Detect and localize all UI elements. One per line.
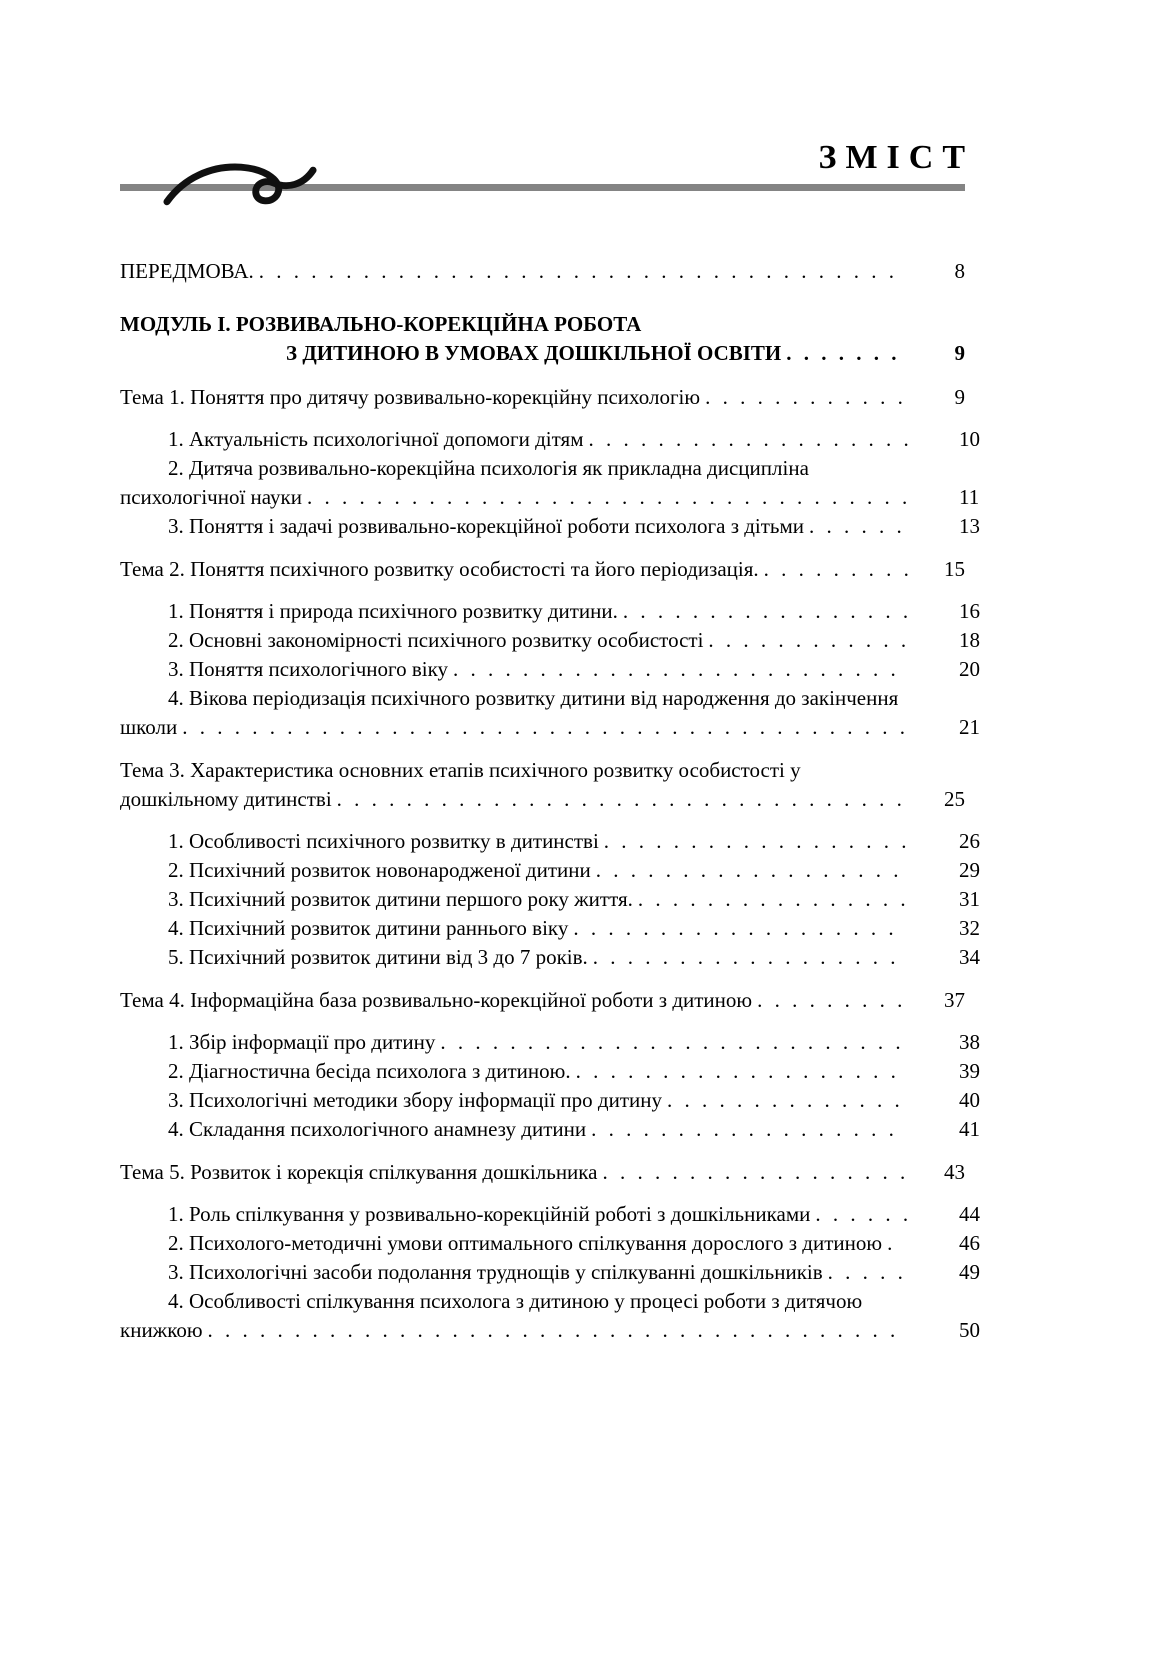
toc-entry bbox=[120, 1086, 980, 1115]
dot-leader: . . . . . . . . . . . . . . . . . . . . . . . . . . . . . . . . . . . bbox=[306, 485, 910, 509]
dot-leader: . . . . . . . . . . . . . . . . . bbox=[622, 599, 911, 623]
toc-entry-text: 4. Особливості спілкування психолога з дитиною у процесі роботи з дитячою книжкою bbox=[120, 1289, 863, 1342]
toc-entry-text: 2. Психічний розвиток новонародженої дитини bbox=[168, 858, 591, 882]
toc-entry-text: 3. Поняття психологічного віку bbox=[168, 657, 448, 681]
toc-entry bbox=[120, 827, 980, 856]
toc-entry bbox=[120, 555, 965, 584]
toc-entry-line bbox=[120, 339, 911, 368]
toc-page-number: 39 bbox=[959, 1059, 980, 1083]
dot-leader: . . . . . . . . . . . . . . . . . . bbox=[602, 1160, 908, 1184]
toc-page-number: 11 bbox=[959, 485, 980, 509]
toc-page-number: 9 bbox=[954, 385, 965, 409]
toc-entry bbox=[120, 1028, 980, 1057]
toc-entries bbox=[120, 257, 980, 1345]
toc-entry bbox=[120, 454, 980, 512]
toc-page-number: 41 bbox=[959, 1117, 980, 1141]
toc-page-number: 44 bbox=[959, 1202, 980, 1226]
dot-leader: . . . . . . . . . . . . . . . . . . . . . . . . . . . . . . . . . . . . . bbox=[258, 259, 897, 283]
toc-page-number: 9 bbox=[954, 341, 965, 365]
toc-entry bbox=[120, 257, 965, 286]
page-header bbox=[120, 139, 974, 191]
toc-entry-text: 4. Психічний розвиток дитини раннього віку bbox=[168, 916, 569, 940]
dot-leader: . . . . . . . . . bbox=[763, 557, 911, 581]
toc-entry bbox=[120, 856, 980, 885]
toc-page-number: 21 bbox=[959, 715, 980, 739]
dot-leader: . . . . . . bbox=[809, 514, 904, 538]
toc-entry bbox=[120, 756, 965, 814]
toc-entry-text: МОДУЛЬ І. РОЗВИВАЛЬНО-КОРЕКЦІЙНА РОБОТА bbox=[120, 312, 642, 336]
toc-entry bbox=[120, 914, 980, 943]
toc-page-number: 15 bbox=[944, 557, 965, 581]
toc-entry bbox=[120, 943, 980, 972]
dot-leader: . . . . . . . . . . . . . . . . . . . . . . . . . . . . . . . . . bbox=[336, 787, 904, 811]
toc-entry-text: З ДИТИНОЮ В УМОВАХ ДОШКІЛЬНОЇ ОСВІТИ bbox=[286, 341, 782, 365]
dot-leader: . . . . . . . bbox=[786, 341, 899, 365]
dot-leader: . . . . . . . . . . . . . . . . . . . . . . . . . . bbox=[453, 657, 898, 681]
dot-leader: . . . . . . . . . . . . bbox=[705, 385, 905, 409]
toc-entry-text: Тема 3. Характеристика основних етапів психічного розвитку особистості у дошкільному дитинстві bbox=[120, 758, 801, 811]
dot-leader: . . . . . . . . . . . . . . . . . . . . . . . . . . . . . . . . . . . . . . . . bbox=[207, 1318, 898, 1342]
toc-entry bbox=[120, 383, 965, 412]
toc-entry-text: 2. Діагностична бесіда психолога з дитиною. bbox=[168, 1059, 571, 1083]
toc-entry bbox=[120, 684, 980, 742]
toc-entry-text: 1. Особливості психічного розвитку в дитинстві bbox=[168, 829, 599, 853]
toc-entry bbox=[120, 885, 980, 914]
toc-entry bbox=[120, 655, 980, 684]
toc-page-number: 29 bbox=[959, 858, 980, 882]
toc-page-number: 46 bbox=[959, 1231, 980, 1255]
dot-leader: . bbox=[887, 1231, 895, 1255]
dot-leader: . . . . . bbox=[827, 1260, 905, 1284]
toc-entry-text: 4. Складання психологічного анамнезу дитини bbox=[168, 1117, 587, 1141]
toc-entry-text: 3. Психологічні засоби подолання труднощів у спілкуванні дошкільників bbox=[168, 1260, 823, 1284]
dot-leader: . . . . . . . . . . . . bbox=[708, 628, 909, 652]
toc-entry bbox=[120, 1258, 980, 1287]
toc-page-number: 50 bbox=[959, 1318, 980, 1342]
toc-page-number: 38 bbox=[959, 1030, 980, 1054]
toc-entry-text: 2. Психолого-методичні умови оптимального спілкування дорослого з дитиною bbox=[168, 1231, 883, 1255]
dot-leader: . . . . . . . . . . . . . . . . . . . bbox=[575, 1059, 898, 1083]
dot-leader: . . . . . . . . . . . . . . . . . . bbox=[592, 945, 898, 969]
toc-entry-text: 3. Психічний розвиток дитини першого року життя. bbox=[168, 887, 633, 911]
toc-entry-text: Тема 1. Поняття про дитячу розвивально-корекційну психологію bbox=[120, 385, 701, 409]
dot-leader: . . . . . . bbox=[815, 1202, 911, 1226]
toc-entry-text: Тема 4. Інформаційна база розвивально-корекційної роботи з дитиною bbox=[120, 988, 753, 1012]
toc-page-number: 32 bbox=[959, 916, 980, 940]
toc-entry-text: Тема 5. Розвиток і корекція спілкування дошкільника bbox=[120, 1160, 598, 1184]
toc-page-number: 25 bbox=[944, 787, 965, 811]
toc-page-number: 31 bbox=[959, 887, 980, 911]
toc-entry bbox=[120, 597, 980, 626]
toc-entry bbox=[120, 1115, 980, 1144]
swash-ornament-icon bbox=[162, 154, 320, 214]
toc-entry bbox=[120, 512, 980, 541]
dot-leader: . . . . . . . . . . . . . . . . bbox=[637, 887, 908, 911]
toc-page-number: 18 bbox=[959, 628, 980, 652]
toc-page-number: 37 bbox=[944, 988, 965, 1012]
toc-page-number: 34 bbox=[959, 945, 980, 969]
toc-page-number: 49 bbox=[959, 1260, 980, 1284]
toc-page-number: 20 bbox=[959, 657, 980, 681]
toc-entry bbox=[120, 1158, 965, 1187]
toc-entry bbox=[120, 626, 980, 655]
dot-leader: . . . . . . . . . . . . . . . . . . bbox=[591, 1117, 896, 1141]
dot-leader: . . . . . . . . . . . . . . . . . . . . . . . . . . . bbox=[440, 1030, 903, 1054]
dot-leader: . . . . . . . . . . . . . . . . . . . bbox=[573, 916, 896, 940]
toc-entry-text: 4. Вікова періодизація психічного розвитку дитини від народження до закінчення школи bbox=[120, 686, 899, 739]
dot-leader: . . . . . . . . . . . . . . . . . . bbox=[595, 858, 901, 882]
toc-entry-text: 3. Психологічні методики збору інформації про дитину bbox=[168, 1088, 662, 1112]
toc-entry-text: 3. Поняття і задачі розвивально-корекційної роботи психолога з дітьми bbox=[168, 514, 805, 538]
dot-leader: . . . . . . . . . bbox=[757, 988, 905, 1012]
toc-entry bbox=[120, 986, 965, 1015]
toc-page-number: 10 bbox=[959, 427, 980, 451]
toc-entry-text: 1. Актуальність психологічної допомоги дітям bbox=[168, 427, 584, 451]
toc-page-number: 43 bbox=[944, 1160, 965, 1184]
toc-page-number: 8 bbox=[954, 259, 965, 283]
page-title: ЗМІСТ bbox=[818, 139, 974, 176]
toc-entry-text: 1. Роль спілкування у розвивально-корекційній роботі з дошкільниками bbox=[168, 1202, 811, 1226]
toc-page-number: 26 bbox=[959, 829, 980, 853]
toc-page-number: 13 bbox=[959, 514, 980, 538]
toc-entry-text: 2. Дитяча розвивально-корекційна психологія як прикладна дисципліна психологічної науки bbox=[120, 456, 809, 509]
dot-leader: . . . . . . . . . . . . . . . . . . . bbox=[588, 427, 911, 451]
toc-entry bbox=[120, 1200, 980, 1229]
toc-entry-text: 1. Збір інформації про дитину bbox=[168, 1030, 436, 1054]
toc-entry bbox=[120, 1057, 980, 1086]
dot-leader: . . . . . . . . . . . . . . . . . . bbox=[603, 829, 909, 853]
toc-page-number: 40 bbox=[959, 1088, 980, 1112]
toc-entry-text: 1. Поняття і природа психічного розвитку дитини. bbox=[168, 599, 618, 623]
toc-entry bbox=[120, 1229, 980, 1258]
dot-leader: . . . . . . . . . . . . . . . . . . . . . . . . . . . . . . . . . . . . . . . . . . bbox=[182, 715, 907, 739]
toc-page-number: 16 bbox=[959, 599, 980, 623]
toc-entry-text: ПЕРЕДМОВА. bbox=[120, 259, 254, 283]
toc-entry bbox=[120, 310, 965, 368]
dot-leader: . . . . . . . . . . . . . . bbox=[666, 1088, 902, 1112]
toc-entry-text: 5. Психічний розвиток дитини від 3 до 7 років. bbox=[168, 945, 588, 969]
toc-entry-text: Тема 2. Поняття психічного розвитку особистості та його періодизація. bbox=[120, 557, 759, 581]
toc-entry-text: 2. Основні закономірності психічного розвитку особистості bbox=[168, 628, 704, 652]
toc-entry bbox=[120, 1287, 980, 1345]
toc-entry bbox=[120, 425, 980, 454]
